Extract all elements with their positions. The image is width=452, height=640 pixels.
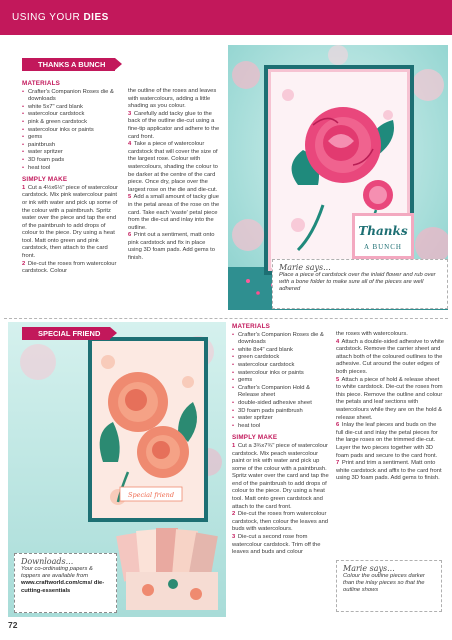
instruction-steps (128, 111, 220, 263)
instruction-steps (336, 339, 444, 483)
step-number: 3 (128, 110, 132, 117)
step-number: 1 (232, 442, 236, 449)
step-text: Inlay the leaf pieces and buds on the full die-cut and inlay the petal pieces for the large roses on the trimmed die-cut. Layer the two pieces together with 3D foam pads and secure to the card front. (336, 422, 438, 459)
section-divider (4, 318, 448, 319)
materials-item: • gems (22, 134, 122, 142)
step-text: Print out a sentiment, matt onto pink cardstock and fix in place using 3D foam pads. Add gems to finish. (128, 232, 216, 262)
section1-column-2 (128, 88, 220, 263)
materials-item: • paintbrush (22, 142, 122, 150)
materials-item: • gems (232, 377, 332, 385)
instruction-step (336, 422, 444, 460)
step-number: 3 (232, 534, 236, 541)
section-badge-thanks-a-bunch: THANKS A BUNCH (22, 58, 115, 71)
tip-note-section2 (336, 560, 442, 612)
tip-note-section1 (272, 259, 448, 309)
step-text: Die-cut the roses from watercolour cardstock, then colour the leaves and buds with watercolours. (232, 511, 329, 533)
page-number: 72 (8, 620, 18, 630)
instruction-step (336, 460, 444, 483)
step-number: 2 (22, 260, 26, 267)
step-text: Cut a 4½x6½" piece of watercolour cardstock. Mix pink watercolour paint or ink with water and pick up some of the colour with a paintbrush. Spritz water over the piece and tap the end of the paintbrush to add drops of colour to the piece. Dry using a heat tool. Matt onto green and pink cardstock, then attach to the card front. (22, 184, 118, 260)
step-text: Attach a double-sided adhesive to white cardstock. Remove the carrier sheet and attach both of the coloured outlines to the adhesive. Cut around the outer edges of both pieces. (336, 338, 445, 375)
step-number: 4 (128, 141, 132, 148)
simply-make-heading: SIMPLY MAKE (22, 176, 68, 184)
materials-heading: MATERIALS (22, 80, 61, 87)
materials-item: • Crafter's Companion Hold & Release sheet (232, 385, 332, 400)
step-number: 6 (128, 232, 132, 239)
tip-body: Colour the outline pieces darker than the inlay pieces so that the outline shows (343, 573, 425, 594)
materials-list (232, 332, 332, 431)
materials-item: • watercolour inks or paints (232, 370, 332, 378)
instruction-step (128, 141, 220, 194)
step-number: 5 (336, 376, 340, 383)
step-number: 2 (232, 511, 236, 518)
tip-heading: Marie says... (343, 564, 395, 573)
materials-item: • water spritzer (22, 149, 122, 157)
step-text: Die-cut a second rose from watercolour cardstock. Trim off the leaves and buds and colour (232, 534, 321, 556)
downloads-body: Your co-ordinating papers & toppers are available from (21, 566, 93, 580)
step-text: Cut a 3¾x7¾" piece of watercolour cardstock. Mix peach watercolour paint or ink with water and pick up some of the colour with a paintbrush. Spritz water over the card and tap the end of the paintbrush to add drops of colour to the piece. Dry using a heat tool. Matt onto green cardstock and attach to the card front. (232, 442, 329, 510)
instruction-step (232, 534, 332, 557)
downloads-box (14, 553, 117, 613)
downloads-link[interactable]: www.craftworld.com/cms/ die-cutting-essentials (21, 580, 105, 594)
step-text: Die-cut the roses from watercolour cardstock. Colour (22, 260, 117, 275)
instruction-step (22, 185, 122, 261)
materials-item: • Crafter's Companion Roses die & downloads (232, 332, 332, 347)
step-number: 1 (22, 184, 26, 191)
step-text: Attach a piece of hold & release sheet to white cardstock. Die-cut the roses from this piece. Remove the outline and colour the petals and leaf sections with watercolours while they are on the hold & release sheet. (336, 376, 443, 421)
step-number: 7 (336, 460, 340, 467)
tip-heading: Marie says... (279, 263, 331, 272)
materials-item: • watercolour inks or paints (22, 127, 122, 135)
coordinating-papers (116, 528, 218, 610)
step-number: 4 (336, 338, 340, 345)
instruction-step (232, 443, 332, 511)
materials-heading: MATERIALS (232, 323, 271, 330)
instruction-step (336, 339, 444, 377)
materials-item: • white 8x4" card blank (232, 347, 332, 355)
step-number: 5 (128, 194, 132, 201)
instruction-step (22, 261, 122, 276)
step-text: Print and trim a sentiment. Matt onto white cardstock and affix to the card front using 3D foam pads. Add gems to finish. (336, 460, 442, 482)
materials-item: • water spritzer (232, 415, 332, 423)
simply-make-heading: SIMPLY MAKE (232, 434, 278, 442)
materials-item: • heat tool (232, 423, 332, 431)
instruction-continued: the roses with watercolours. (336, 331, 408, 337)
instruction-steps (232, 443, 332, 557)
instruction-step (128, 194, 220, 232)
sentiment-line-2: A BUNCH (364, 243, 402, 251)
materials-item: • Crafter's Companion Roses die & downloads (22, 89, 122, 104)
materials-item: • watercolour cardstock (22, 111, 122, 119)
materials-item: • green cardstock (232, 354, 332, 362)
instruction-step (232, 511, 332, 534)
step-text: Take a piece of watercolour cardstock that will cover the size of the largest rose. Colour with watercolours, shading the colour to be darker at the centre of the card piece. Once dry, place over the largest rose on the die and die-cut. (128, 141, 218, 193)
section-badge-special-friend: SPECIAL FRIEND (22, 327, 110, 340)
instruction-step (128, 111, 220, 141)
materials-item: • 3D foam pads paintbrush (232, 408, 332, 416)
step-text: Carefully add tacky glue to the back of the outline die-cut using a fine-tip applicator and adhere to the card front. (128, 110, 220, 140)
sentiment-text: Special friend (128, 491, 174, 499)
instruction-continued: the outline of the roses and leaves with watercolours, adding a little shading as you colour. (128, 88, 217, 110)
page-header-bar (0, 0, 452, 35)
instruction-step (128, 232, 220, 262)
materials-list (22, 89, 122, 173)
materials-item: • heat tool (22, 165, 122, 173)
page-header-title: USING YOUR DIES (12, 12, 109, 23)
sentiment-line-1: Thanks (358, 224, 408, 238)
step-text: Add a small amount of tacky glue in the petal areas of the rose on the card. Take each 'waste' petal piece from the die-cut and inlay into the outline. (128, 194, 220, 231)
materials-item: • 3D foam pads (22, 157, 122, 165)
materials-item: • double-sided adhesive sheet (232, 400, 332, 408)
section2-column-1 (232, 323, 332, 557)
materials-item: • watercolour cardstock (232, 362, 332, 370)
step-number: 6 (336, 422, 340, 429)
instruction-steps (22, 185, 122, 276)
materials-item: • pink & green cardstock (22, 119, 122, 127)
tip-body: Place a piece of cardstock over the inlaid flower and rub over with a bone folder to make sure all of the pieces are well adhered (279, 272, 436, 293)
instruction-step (336, 377, 444, 423)
section2-column-2 (336, 331, 444, 483)
section1-column-1 (22, 80, 122, 276)
materials-item: • white 5x7" card blank (22, 104, 122, 112)
downloads-heading: Downloads... (21, 557, 74, 566)
